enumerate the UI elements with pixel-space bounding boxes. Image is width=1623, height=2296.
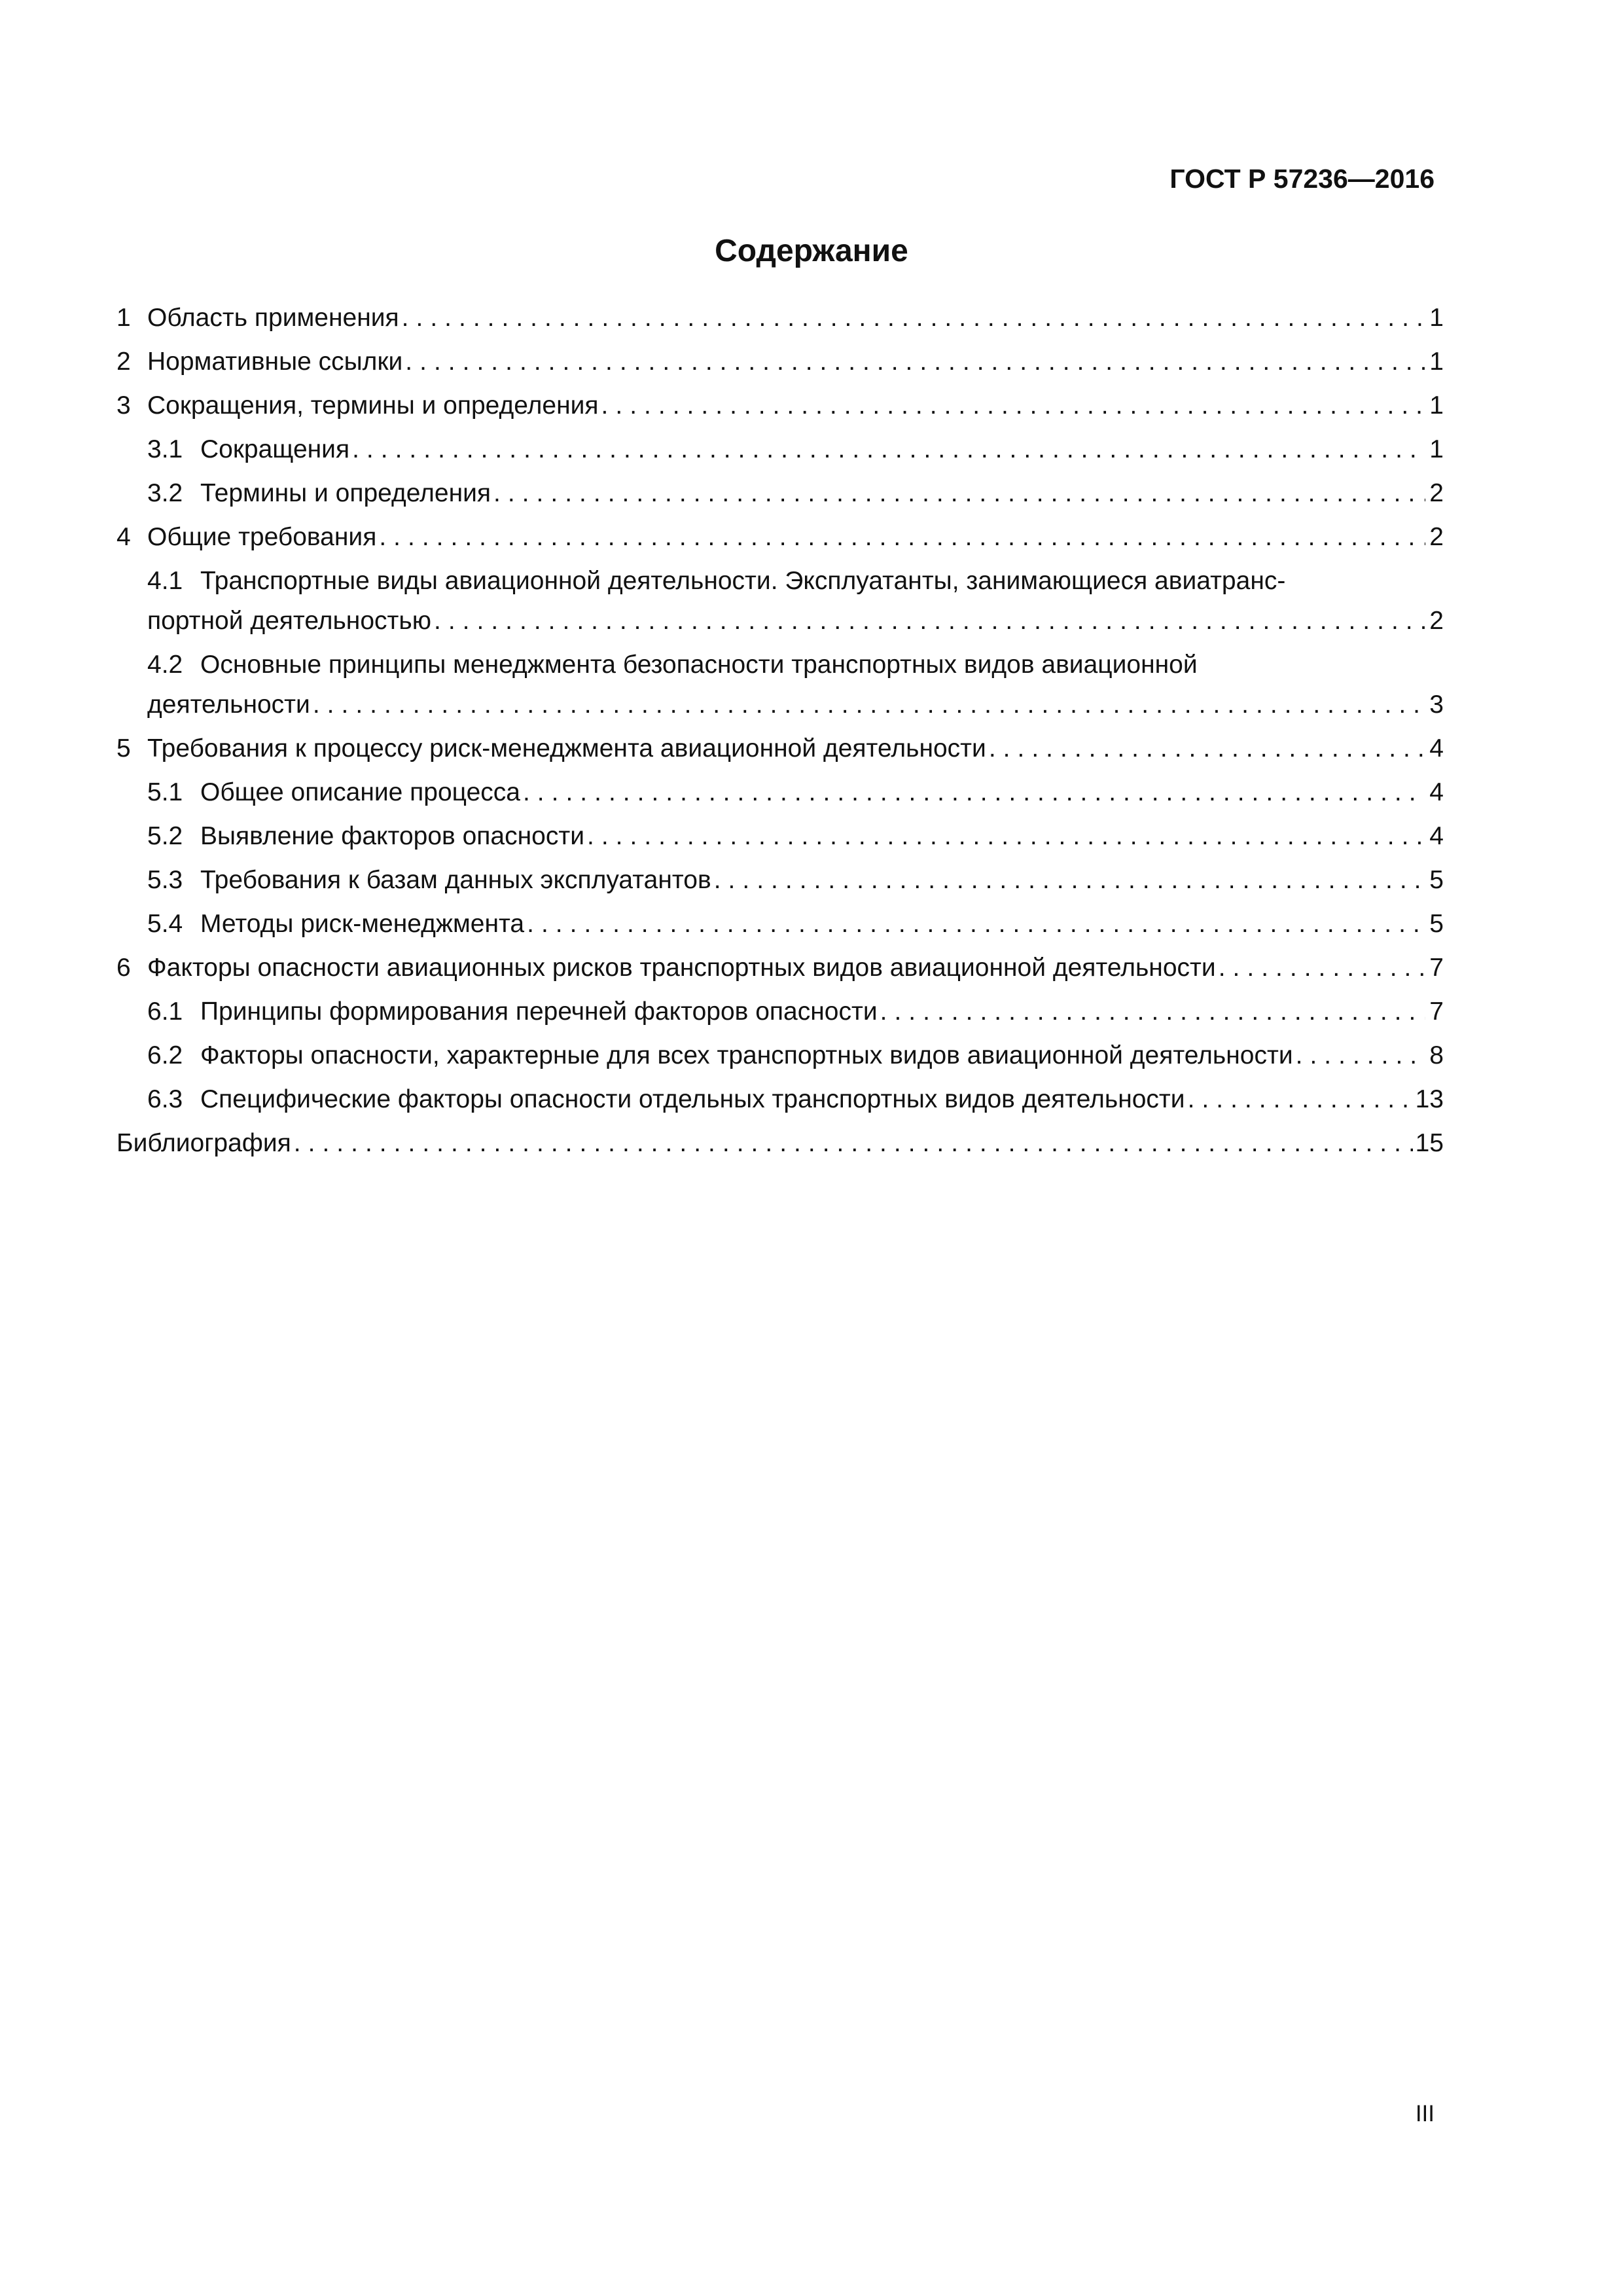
toc-entry-number: 6.1 xyxy=(147,997,183,1026)
toc-entry-number: 6.3 xyxy=(147,1085,183,1113)
toc-entry-bibliography[interactable] xyxy=(116,1128,1444,1159)
toc-heading: Содержание xyxy=(715,234,908,268)
toc-entry-number: 5.1 xyxy=(147,778,183,806)
toc-leader-dots xyxy=(587,821,1425,852)
toc-entry-number: 4.2 xyxy=(147,651,183,679)
toc-leader-dots xyxy=(989,733,1425,764)
toc-entry-6-3[interactable] xyxy=(116,1084,1444,1115)
table-of-contents xyxy=(116,302,1444,1172)
toc-entry-number: 3.1 xyxy=(147,435,183,463)
toc-entry-title: Общее описание процесса xyxy=(200,778,520,806)
toc-entry-title: Общие требования xyxy=(147,523,377,551)
toc-entry-title: Сокращения, термины и определения xyxy=(147,391,599,420)
toc-leader-dots xyxy=(405,346,1425,378)
toc-entry-number: 4.1 xyxy=(147,567,183,595)
toc-leader-dots xyxy=(880,996,1425,1028)
toc-entry-5[interactable] xyxy=(116,733,1444,764)
toc-leader-dots xyxy=(1188,1084,1413,1115)
toc-entry-page: 7 xyxy=(1429,997,1444,1026)
toc-leader-dots xyxy=(434,605,1425,637)
toc-entry-3-2[interactable] xyxy=(116,478,1444,509)
toc-entry-1[interactable] xyxy=(116,302,1444,334)
toc-entry-3-1[interactable] xyxy=(116,434,1444,465)
toc-entry-title: Нормативные ссылки xyxy=(147,348,403,376)
toc-leader-dots xyxy=(714,865,1425,896)
toc-entry-title-line1: Основные принципы менеджмента безопасности транспортных видов авиационной xyxy=(200,651,1198,679)
toc-entry-number: 3 xyxy=(116,391,131,420)
toc-entry-6-2[interactable] xyxy=(116,1040,1444,1071)
toc-entry-page: 8 xyxy=(1429,1041,1444,1069)
toc-entry-page: 5 xyxy=(1429,910,1444,938)
toc-entry-number: 1 xyxy=(116,304,131,332)
toc-entry-title: Сокращения xyxy=(200,435,350,463)
toc-entry-page: 2 xyxy=(1429,523,1444,551)
toc-entry-6[interactable] xyxy=(116,952,1444,984)
toc-entry-page: 1 xyxy=(1429,304,1444,332)
toc-entry-title: Библиография xyxy=(116,1129,291,1157)
toc-entry-5-2[interactable] xyxy=(116,821,1444,852)
toc-entry-3[interactable] xyxy=(116,390,1444,422)
toc-entry-page: 1 xyxy=(1429,348,1444,376)
toc-entry-title: Требования к процессу риск-менеджмента авиационной деятельности xyxy=(147,734,986,762)
toc-entry-2[interactable] xyxy=(116,346,1444,378)
toc-entry-page: 2 xyxy=(1429,607,1444,635)
toc-leader-dots xyxy=(379,522,1425,553)
toc-leader-dots xyxy=(352,434,1425,465)
toc-entry-5-3[interactable] xyxy=(116,865,1444,896)
page-number: III xyxy=(1415,2101,1435,2126)
document-code: ГОСТ Р 57236—2016 xyxy=(1169,164,1435,194)
toc-entry-title: Принципы формирования перечней факторов опасности xyxy=(200,997,878,1026)
toc-leader-dots xyxy=(493,478,1425,509)
toc-entry-5-4[interactable] xyxy=(116,908,1444,940)
toc-entry-page: 1 xyxy=(1429,391,1444,420)
toc-entry-title: Специфические факторы опасности отдельных транспортных видов деятельности xyxy=(200,1085,1185,1113)
toc-entry-number: 2 xyxy=(116,348,131,376)
toc-entry-number: 6 xyxy=(116,954,131,982)
toc-entry-title: Выявление факторов опасности xyxy=(200,822,584,850)
toc-entry-title: Факторы опасности, характерные для всех транспортных видов авиационной деятельности xyxy=(200,1041,1293,1069)
toc-entry-title: Факторы опасности авиационных рисков транспортных видов авиационной деятельности xyxy=(147,954,1216,982)
toc-leader-dots xyxy=(523,777,1425,808)
toc-entry-title: Требования к базам данных эксплуатантов xyxy=(200,866,711,894)
toc-entry-title: Область применения xyxy=(147,304,399,332)
toc-entry-title: Методы риск-менеджмента xyxy=(200,910,525,938)
toc-entry-page: 5 xyxy=(1429,866,1444,894)
toc-leader-dots xyxy=(1219,952,1425,984)
toc-leader-dots xyxy=(527,908,1425,940)
toc-entry-title-line2: портной деятельностью xyxy=(147,607,431,635)
toc-entry-title-line2: деятельности xyxy=(147,691,310,719)
toc-leader-dots xyxy=(294,1128,1413,1159)
toc-entry-number: 3.2 xyxy=(147,479,183,507)
toc-entry-5-1[interactable] xyxy=(116,777,1444,808)
toc-entry-4-1[interactable] xyxy=(116,565,1444,637)
toc-entry-page: 3 xyxy=(1429,691,1444,719)
toc-entry-page: 4 xyxy=(1429,778,1444,806)
toc-entry-page: 4 xyxy=(1429,822,1444,850)
toc-entry-page: 2 xyxy=(1429,479,1444,507)
toc-entry-page: 1 xyxy=(1429,435,1444,463)
toc-entry-number: 5.2 xyxy=(147,822,183,850)
toc-entry-number: 5.3 xyxy=(147,866,183,894)
toc-entry-page: 7 xyxy=(1429,954,1444,982)
toc-entry-number: 4 xyxy=(116,523,131,551)
toc-leader-dots xyxy=(402,302,1425,334)
toc-entry-number: 5 xyxy=(116,734,131,762)
toc-entry-page: 15 xyxy=(1415,1129,1444,1157)
toc-entry-title-line1: Транспортные виды авиационной деятельности. Эксплуатанты, занимающиеся авиатранс- xyxy=(200,567,1286,595)
toc-entry-title: Термины и определения xyxy=(200,479,491,507)
toc-leader-dots xyxy=(601,390,1425,422)
toc-entry-page: 4 xyxy=(1429,734,1444,762)
toc-leader-dots xyxy=(1296,1040,1425,1071)
toc-entry-number: 5.4 xyxy=(147,910,183,938)
toc-entry-4[interactable] xyxy=(116,522,1444,553)
toc-entry-6-1[interactable] xyxy=(116,996,1444,1028)
toc-entry-number: 6.2 xyxy=(147,1041,183,1069)
toc-entry-page: 13 xyxy=(1415,1085,1444,1113)
toc-entry-4-2[interactable] xyxy=(116,649,1444,721)
toc-leader-dots xyxy=(313,689,1425,721)
